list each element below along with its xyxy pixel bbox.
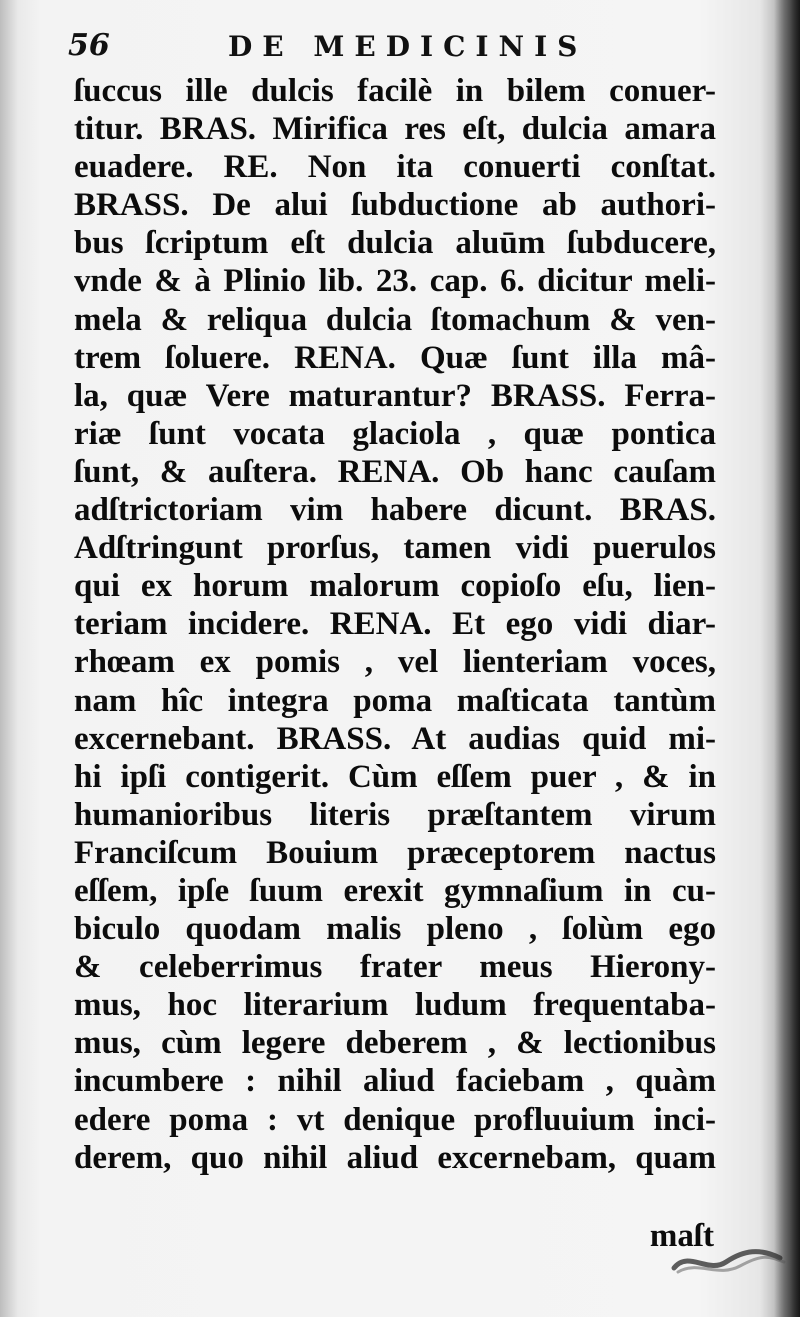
page-gutter-shadow: [774, 0, 800, 1317]
text-line: incumbere : nihil aliud faciebam , quàm: [74, 1063, 716, 1100]
running-head: DE MEDICINIS: [228, 30, 588, 63]
text-line: mela & reliqua dulcia ſtomachum & ven-: [74, 301, 716, 338]
text-line: mus, hoc literarium ludum frequentaba-: [74, 987, 716, 1024]
text-line: vnde & à Plinio lib. 23. cap. 6. dicitur meli-: [74, 263, 716, 300]
catchword: maſt: [649, 1218, 714, 1254]
text-line: edere poma : vt denique profluuium inci-: [74, 1101, 716, 1138]
text-line: adſtrictoriam vim habere dicunt. BRAS.: [74, 492, 716, 529]
page-header: [68, 22, 718, 70]
text-line: trem ſoluere. RENA. Quæ ſunt illa mâ-: [74, 339, 716, 376]
text-line: rhœam ex pomis , vel lienteriam voces,: [74, 644, 716, 681]
text-line: teriam incidere. RENA. Et ego vidi diar-: [74, 606, 716, 643]
text-line: & celeberrimus frater meus Hierony-: [74, 949, 716, 986]
text-line: qui ex horum malorum copioſo eſu, lien-: [74, 568, 716, 605]
text-line: BRASS. De alui ſubductione ab authori-: [74, 187, 716, 224]
page-number: 56: [68, 28, 110, 63]
text-line: Adſtringunt prorſus, tamen vidi puerulos: [74, 530, 716, 567]
ink-smudge-decoration: [668, 1240, 788, 1280]
text-line: Franciſcum Bouium præceptorem nactus: [74, 834, 716, 871]
text-line: nam hîc integra poma maſticata tantùm: [74, 682, 716, 719]
text-line: ſunt, & auſtera. RENA. Ob hanc cauſam: [74, 453, 716, 490]
text-line: riæ ſunt vocata glaciola , quæ pontica: [74, 415, 716, 452]
text-line: titur. BRAS. Mirifica res eſt, dulcia amara: [74, 111, 716, 148]
text-line: bus ſcriptum eſt dulcia aluūm ſubducere,: [74, 225, 716, 262]
text-line: eſſem, ipſe ſuum erexit gymnaſium in cu-: [74, 872, 716, 909]
text-line: hi ipſi contigerit. Cùm eſſem puer , & in: [74, 758, 716, 795]
text-line: mus, cùm legere deberem , & lectionibus: [74, 1025, 716, 1062]
text-line: biculo quodam malis pleno , ſolùm ego: [74, 911, 716, 948]
text-line: euadere. RE. Non ita conuerti conſtat.: [74, 149, 716, 186]
text-line: la, quæ Vere maturantur? BRASS. Ferra-: [74, 377, 716, 414]
text-line: ſuccus ille dulcis facilè in bilem conuer-: [74, 73, 716, 109]
body-text: [74, 72, 716, 1177]
text-line: humanioribus literis præſtantem virum: [74, 796, 716, 833]
text-line: derem, quo nihil aliud excernebam, quam: [74, 1139, 716, 1176]
text-line: excernebant. BRASS. At audias quid mi-: [74, 720, 716, 757]
